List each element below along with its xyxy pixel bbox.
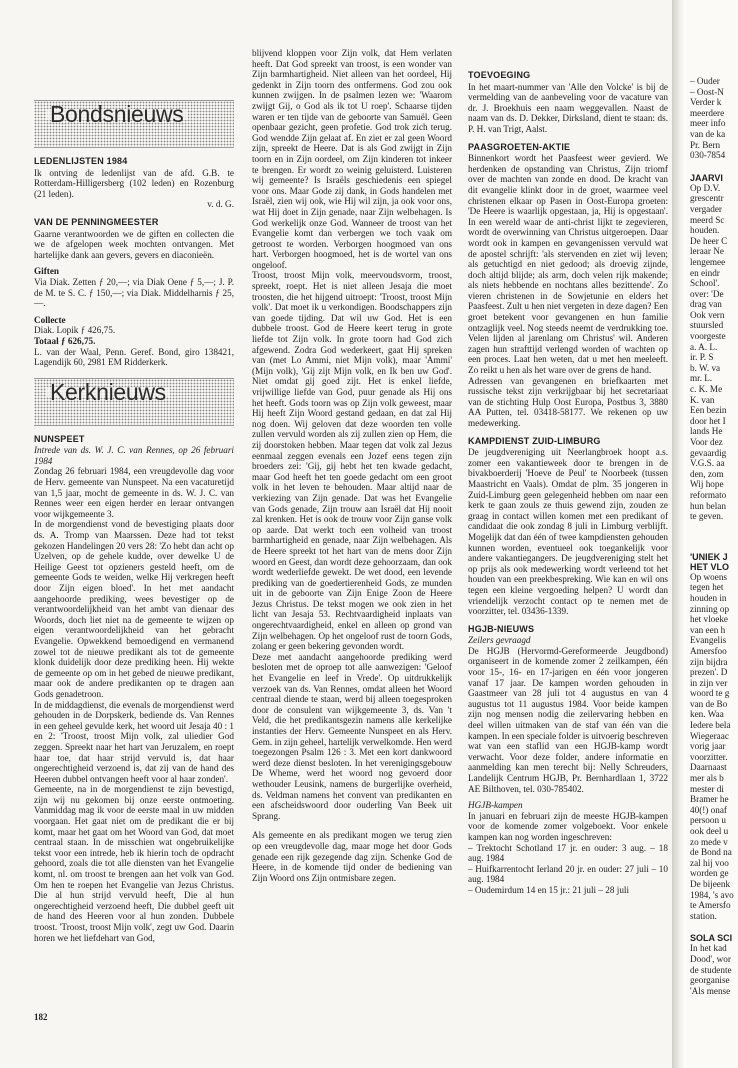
collecte-total: Totaal ƒ 626,75. [34, 335, 96, 346]
col2-paragraph-3: Deze met aandacht aangehoorde prediking werd besloten met de oproep tot alle aanwezigen: 'Geloof het Evangelie en leef in Vrede'. Op uitdrukkelijk verzoek van ds. Van Rennes, omdat alleen het Woord centraal diende te staan, werd bij alleen toegesproken door de consulent van wijkgemeente 3, ds. Van 't Veld, die het predikantsgezin namens alle kerkelijke instanties der Herv. Gemeente Nunspeet en als Herv. Gem. in zijn geheel, hartelijk verwelkomde. Hen werd toegezongen Psalm 126 : 3. Met een kort dankwoord werd deze dienst besloten. In het verenigingsgebouw De Wheme, werd het woord nog gevoerd door wethouder Leusink, namens de burgerlijke overheid, ds. Veldman namens het convent van predikanten en een afscheidswoord door ouderling Van Beek uit Sprang. [252, 651, 453, 821]
next-page-block-b [690, 183, 738, 522]
col2-paragraph-4: Als gemeente en als predikant mogen we terug zien op een vreugdevolle dag, maar moge het door Gods genade een rijk gezegende dag zijn. Schenke God de Heere, in de komende tijd onder de bediening van Zijn Woord ons Zijn ontmisbare zegen. [252, 830, 452, 883]
ledenlijsten-text: Ik ontving de ledenlijst van de afd. G.B. te Rotterdam-Hilligersberg (102 leden) en Rozenburg (21 leden). [34, 167, 234, 199]
penningmeester-text: Gaarne verantwoorden we de giften en collecten die we de afgelopen week mochten ontvangen. Met hartelijke dank aan gevers, gevers en diaconieën. [34, 228, 234, 260]
next-page-line: Daarnaast [690, 762, 727, 773]
next-page-line: b. W. va [690, 362, 721, 373]
collecte-line: Diak. Lopik ƒ 426,75. [34, 325, 116, 336]
next-page-line: te geven. [690, 511, 724, 522]
next-page-line: 030-7854 [690, 150, 726, 161]
col2-paragraph-2: Troost, troost Mijn volk, meervoudsvorm, troost, spreekt, roept. Het is niet alleen Jesaja die moet troosten, die het hijgend uitroept: 'Troost, troost Mijn volk'. Dat moet ik u verkondigen. Boodschappers zijn van goede tijding. Dat wil uw God. Het is een dubbele troost. God de Heere keert terug in grote liefde tot Zijn volk. In grote toorn had God zich afgewend. Zodra God wederkeert, gaat Hij spreken van (met Lo Ammi, niet Mijn volk), maar 'Ammi' (Mijn volk), 'Gij zijt Mijn volk, en Ik ben uw God'. Niet omdat gij goed zijt. Het is enkel liefde, vrijwillige liefde van God, puur genade als Hij ons het heeft. Gods toorn was op Zijn volk geweest, maar Hij heeft Zijn Woord gestand gedaan, en dat zal Hij nog doen. Wij geloven dat deze woorden ten volle zullen vervuld worden als zij zullen zien op Hem, die zij doorstoken hebben. Maar tegen dat volk zal Jezus eenmaal zeggen evenals een Jozef eens tegen zijn broeders zei: 'Gij, gij hebt het ten kwade gedacht, maar God heeft het ten goede gedacht om een groot volk in het leven te behouden. Maar altijd naar de verkiezing van Zijn genade. Dat was het Evangelie van Gods genade, Zijn trouw aan Israël dat Hij nooit zal krenken. Het is ook de trouw voor Zijn ganse volk op aarde. Dat werkt toch een volheid van troost barmhartigheid en genade, naar Zijn welbehagen. Als de Heere spreekt tot het hart van de mens door Zijn woord en Geest, dan wordt deze gehoorzaam, dan ook wordt wederliefde gewekt. De wet dood, een levende prediking van de goedertierenheid Gods, ze munden uit in de geboorte van Zijn Enige Zoon de Heere Jezus Christus. De tekst mogen we ook zien in het licht van Jesaja 53. Rechtvaardigheid inplaats van ongerechtvaardigheid, enkel en alleen op grond van Zijn welbehagen. Op het ongeloof rust de toorn Gods, zolang er geen bekering gevonden wordt. [252, 270, 452, 652]
next-page-line: Evangelis [690, 635, 727, 646]
next-page-line: zo mede v [690, 836, 728, 847]
next-page-line: In het kad [690, 943, 727, 954]
next-page-text [690, 76, 738, 996]
next-page-heading-sola: SOLA SCI [690, 933, 733, 944]
next-page-line: De heer C [690, 235, 728, 246]
next-page-line: zinning op [690, 603, 730, 614]
next-page-line: c. K. Me [690, 384, 723, 395]
next-page-line: zijn bijdra [690, 656, 728, 667]
next-page-line: Amersfoo [690, 645, 727, 656]
hgjb-item-1: – Trektocht Schotland 17 jr. en ouder: 3 aug. – 18 aug. 1984 [468, 842, 668, 864]
next-page-line: de studente [690, 964, 732, 975]
next-page-line: vorig jaar [690, 741, 726, 752]
next-page-line: station. [690, 910, 717, 921]
next-page-line: mester di [690, 783, 724, 794]
next-page-line: prezen'. D [690, 667, 728, 678]
bondsnieuws-title: Bondsnieuws [46, 109, 188, 120]
next-page-line: te Amersfo [690, 900, 731, 911]
column-3 [468, 70, 668, 896]
hgjb-item-2: – Huifkarrentocht Ierland 20 jr. en ouder: 27 juli – 10 aug. 1984 [468, 863, 668, 885]
next-page-line: Ook vern [690, 309, 725, 320]
next-page-line: Wiegeraac [690, 730, 729, 741]
next-page-line: a. A. L. [690, 341, 718, 352]
next-page-line: – Oost-N [690, 86, 724, 97]
next-page-line: – Ouder [690, 76, 720, 86]
next-page-fragment [686, 0, 738, 1068]
next-page-line: Dood', wor [690, 953, 731, 964]
next-page-line: stuursled [690, 320, 724, 331]
hgjb-text-1: De HGJB (Hervormd-Gereformeerde Jeugdbond) organiseert in de komende zomer 2 zeilkampen, één voor 15-, 16- en 17-jarigen en één voor jongeren vanaf 17 jaar. De kampen worden gehouden in Gaastmeer van 28 juli tot 4 augustus en van 4 augustus tot 11 augustus 1984. Voor beide kampen zijn nog mensen nodig die zeilervaring hebben en deel willen uitmaken van de staf van één van die kampen. In een speciale folder is uitvoerig beschreven wat van een staflid van een HGJB-kamp wordt verwacht. Voor deze folder, andere informatie en aanmelding kan men terecht bij: Nelly Schreuders, Landelijk Centrum HGJB, Pr. Bernhardlaan 1, 3722 AE Bilthoven, tel. 030-785402. [468, 645, 669, 794]
collecte-sign: L. van der Waal, Penn. Geref. Bond, giro 138421, Lagendijk 60, 2981 EM Ridderkerk. [34, 346, 234, 368]
next-page-line: gevaardig [690, 447, 727, 458]
page-gutter [672, 0, 686, 1068]
next-page-line: School'. [690, 278, 720, 289]
next-page-line: Op D.V. [690, 182, 721, 193]
next-page-line: georganise [690, 975, 730, 986]
penningmeester-heading: VAN DE PENNINGMEESTER [34, 216, 159, 227]
hgjb-subheading-1: Zeilers gevraagd [468, 635, 531, 646]
kerknieuws-title: Kerknieuws [46, 387, 170, 398]
next-page-line: leraar Ne [690, 246, 724, 257]
next-page-line: zal hij voo [690, 857, 729, 868]
next-page-line: mr. L. [690, 373, 713, 384]
nunspeet-paragraph-4: Gemeente, na in de morgendienst te zijn bevestigd, zijn wij nu gekomen bij onze eerste ontmoeting. Vanmiddag mag ik voor de eerste maal in uw midden voorgaan. Het gaat niet om de predikant die er bij komt, maar het gaat om het Woord van God, dat moet centraal staan. In de misschien wat ongebruikelijke tekst voor een intrede, heb ik hierin toch de opdracht gehoord, zoals die tot alle diensten van het Evangelie komt, nl. om troost te brengen aan het volk van God. Om hen te roepen het Evangelie van Jezus Christus. Die al hun strijd vervuld heeft, Die al hun ongerechtigheid verzoend heeft, Die dubbel geeft uit de hand des Heeren voor al hun zonden. Dubbele troost. 'Troost, troost Mijn volk', zegt uw God. Daarin horen we het liefdehart van God, [34, 784, 234, 943]
next-page-line: 1984, 's avo [690, 889, 734, 900]
nunspeet-paragraph-2: In de morgendienst vond de bevestiging plaats door ds. A. Tromp van Maarssen. Deze had tot tekst gekozen Handelingen 20 vers 28: 'Zo hebt dan acht op Uzelven, op de gehele kudde, over dewelke U de Heilige Geest tot opzieners gesteld heeft, om de gemeente Gods te weiden, welke Hij verkregen heeft door Zijn eigen bloed'. In het met aandacht aangehoorde prediking, wees bevestiger op de verantwoordelijkheid van het ambt van dienaar des Woords, doch liet niet na de gemeente te wijzen op eigen verantwoordelijkheid van het gebracht Evangelie. Opwekkend bemoedigend en vermanend zowel tot de nieuwe predikant als tot de gemeente klonk duidelijk door deze prediking heen. Hij wekte de gemeente op om in het gebed de nieuwe predikant, maar ook de andere predikanten op te dragen aan Gods genadetroon. [34, 519, 234, 699]
next-page-line: tegen het [690, 582, 724, 593]
next-page-line: drag van [690, 299, 722, 310]
next-page-block-c [690, 572, 738, 922]
next-page-line: V.G.S. aa [690, 458, 725, 469]
nunspeet-byline: Intrede van ds. W. J. C. van Rennes, op 26 februari 1984 [34, 445, 234, 466]
next-page-line: over: 'De [690, 288, 724, 299]
paasgroeten-paragraph-2: Adressen van gevangenen en briefkaarten met russische tekst zijn verkrijgbaar bij het secretariaat van de stichting Hulp Oost Europa, Postbus 3, 3880 AA Putten, tel. 03418-58177. We rekenen op uw medewerking. [468, 375, 668, 428]
next-page-line: Iedere bela [690, 720, 731, 731]
next-page-line: Pr. Bern [690, 139, 721, 150]
page-number: 182 [34, 1012, 48, 1022]
hgjb-text-2: In januari en februari zijn de meeste HGJB-kampen voor de komende zomer volgeboekt. Voor enkele kampen kan nog worden ingeschreven: [468, 810, 668, 842]
next-page-heading-jaarvergadering: JAARVI [690, 172, 723, 183]
col2-paragraph-1: blijvend kloppen voor Zijn volk, dat Hem verlaten heeft. Dat God spreekt van troost, is een wonder van Zijn barmhartigheid. Niet alleen van het oordeel, Hij gedenkt in Zijn toorn des ontfermens. God zou ook kunnen zwijgen. In de psalmen lezen we: 'Waarom zwijgt Gij, o God als ik tot U roep'. Schaarse tijden waren er ten tijde van de geboorte van Samuël. Geen openbaar gezicht, geen profetie. God trok zich terug. God wendde Zijn gelaat af. En ziet er zal geen Woord zijn, spreekt de Heere. Dat is als God zwijgt in Zijn toorn en in Zijn oordeel, om Zijn kinderen tot inkeer te brengen. Er wordt zo weinig geluisterd. Luisteren wij gemeente? Is Israëls geschiedenis een spiegel voor ons. Maar Gode zij dank, in Gods handelen met Israël, zien wij ook, wie Hij wil zijn, ja ook voor ons, wat Hij doet in Zijn genade, naar Zijn welbehagen. Is God werkelijk onze God. Wanneer de troost van het Evangelie komt dan verbergen we toch vaak om getroost te worden. Verborgen hoogmoed van ons hart. Verborgen hoogmoed, het is de wortel van ons ongeloof. [252, 48, 452, 270]
next-page-line: Een bezin [690, 405, 727, 416]
next-page-line: en eindr [690, 267, 720, 278]
next-page-line: het vloeke [690, 614, 729, 625]
next-page-block-a [690, 76, 738, 161]
hgjb-item-3: – Oudemirdum 14 en 15 jr.: 21 juli – 28 juli [468, 884, 630, 895]
next-page-line: persoon u [690, 815, 726, 826]
next-page-line: 'Als mense [690, 985, 731, 996]
next-page-line: ook deel u [690, 826, 729, 836]
next-page-line: worden ge [690, 868, 729, 879]
next-page-line: vergader [690, 203, 722, 214]
next-page-line: van de ka [690, 128, 726, 139]
next-page-heading-vloeken: HET VLO [690, 561, 730, 572]
next-page-line: Bramer he [690, 794, 729, 805]
paasgroeten-paragraph-1: Binnenkort wordt het Paasfeest weer gevierd. We herdenken de opstanding van Christus, Zijn triomf over de machten van zonde en dood. De kracht van dit evangelie klinkt door in de groet, waarmee veel christenen elkaar op Pasen in Oost-Europa groeten: 'De Heere is waarlijk opgestaan, ja, Hij is opgestaan'. In een wereld waar de anti-christ lijkt te zegevieren, wordt de overwinning van Christus uitgeroepen. Daar wordt ook in kampen en gevangenissen vervuld wat de apostel schrijft: 'als stervenden en ziet wij leven; als getuchtigd en niet gedood; als droevig zijnde, doch altijd blijde; als arm, doch velen rijk makende; als niets hebbende en nochtans alles bezittende'. Zo vieren christenen in de Sowjetunie en elders het Paasfeest. Zult u hen niet vergeten in deze dagen? Een groet betekent voor gevangenen en hun familie ontzaglijk veel. Nog steeds neemt de verdrukking toe. Velen lijden al jarenlang om Christus' wil. Anderen zagen hun strafttijd verlengd worden of wachten op een proces. Laat hen weten, dat u met hen meeleeft. Zo reikt u hen als het ware over de grens de hand. [468, 153, 668, 376]
next-page-line: voorzitter. [690, 751, 728, 762]
next-page-line: in zijn ver [690, 677, 728, 688]
nunspeet-heading: NUNSPEET [34, 433, 85, 444]
collecte-label: Collecte [34, 314, 66, 325]
next-page-line: de Bond na [690, 847, 732, 858]
next-page-line: Wij hope [690, 479, 724, 490]
ledenlijsten-heading: LEDENLIJSTEN 1984 [34, 156, 128, 166]
next-page-line: lands He [690, 426, 723, 437]
next-page-line: meerdere [690, 107, 725, 118]
next-page-line: door het I [690, 415, 726, 426]
next-page-line: reformato [690, 489, 727, 500]
paasgroeten-heading: PAASGROETEN-AKTIE [468, 141, 571, 152]
next-page-line: De bijeenk [690, 878, 731, 889]
giften-label: Giften [34, 266, 60, 277]
next-page-block-d [690, 943, 738, 996]
kampdienst-text: De jeugdvereniging uit Neerlangbroek hoopt a.s. zomer een vakantieweek door te brengen in de bivakboerderij 'Hoeve de Peul' te Noorbeek (tussen Maastricht en Vaals). Omdat de plm. 35 jongeren in Zuid-Limburg geen gelegenheid hebben om naar een kerk te gaan zouls ze thuis gewend zijn, zouden ze graag in contact willen komen met een predikant of candidaat die ook zondag 8 juli in Limburg verblijft. Mogelijk dat dan één of twee kampdiensten gehouden kunnen worden, eventueel ook toegankelijk voor andere vakantiegangers. De jeugdvereniging stelt het op prijs als ook medewerking wordt verleend tot het houden van een preekbespreking. Wie kan en wil ons tegen een kleine vergoeding helpen? U wordt dan vriendelijk verzocht contact op te nemen met de voorzitter, tel. 03436-1339. [468, 447, 668, 617]
next-page-line: ken. Waa [690, 709, 724, 720]
next-page-line: 40(!) onaf [690, 804, 727, 815]
kerknieuws-banner [34, 378, 234, 426]
next-page-line: ir. P. S [690, 352, 714, 363]
next-page-line: Verder k [690, 97, 722, 108]
next-page-heading-uniek: 'UNIEK J [690, 551, 728, 562]
next-page-line: van een h [690, 624, 726, 635]
hgjb-subheading-2: HGJB-kampen [468, 800, 523, 811]
ledenlijsten-signature: v. d. G. [207, 199, 234, 210]
next-page-line: meerd Sc [690, 214, 725, 225]
nunspeet-paragraph-3: In de middagdienst, die evenals de morgendienst werd gehouden in de Dorpskerk, bediende ds. Van Rennes in een geheel gevulde kerk, het woord uit Jesaja 40 : 1 en 2: 'Troost, troost Mijn volk, zal uliedier God zeggen. Spreekt naar het hart van Jeruzalem, en roept haar toe, dat haar strijd vervuld is, dat haar ongerechtigheid verzoend is, dat zij van de hand des Heeren dubbel ontvangen heeft voor al haar zonden'. [34, 699, 234, 784]
next-page-line: hun belan [690, 500, 726, 511]
next-page-line: Voor dez [690, 437, 723, 447]
column-1 [34, 100, 234, 943]
toevoeging-heading: TOEVOEGING [468, 70, 531, 80]
column-2 [252, 48, 452, 883]
kampdienst-heading: KAMPDIENST ZUID-LIMBURG [468, 435, 601, 446]
next-page-line: K. van [690, 394, 715, 405]
bondsnieuws-banner [34, 100, 234, 148]
next-page-line: Op woens [690, 571, 728, 582]
next-page-line: voorgeste [690, 331, 726, 342]
next-page-line: houden in [690, 592, 727, 603]
giften-text: Via Diak. Zetten ƒ 20,—; via Diak Oene ƒ 5,—; J. P. de M. te S. C. ƒ 150,—; via Diak. Middelharnis ƒ 25,—. [34, 276, 234, 309]
next-page-line: meer info [690, 118, 726, 129]
next-page-line: woord te g [690, 688, 730, 699]
hgjb-heading: HGJB-NIEUWS [468, 623, 535, 634]
next-page-line: den, zom [690, 468, 724, 479]
next-page-line: grescentr [690, 193, 724, 204]
next-page-line: van de Bo [690, 698, 728, 709]
next-page-line: houden. [690, 225, 720, 236]
toevoeging-text: In het maart-nummer van 'Alle den Volcke' is bij de vermelding van de aanbeveling voor de vacature van dr. J. Broekhuis een naam weggevallen. Naast de naam van ds. D. Dekker, Dirksland, dient te staan: ds. P. H. van Trigt, Aalst. [468, 81, 668, 134]
next-page-line: lengemee [690, 256, 726, 267]
nunspeet-paragraph-1: Zondag 26 februari 1984, een vreugdevolle dag voor de Herv. gemeente van Nunspeet. Na een vacaturetijd van 1,5 jaar, mocht de gemeente in ds. W. J. C. van Rennes weer een eigen herder en leraar ontvangen voor wijkgemeente 3. [34, 466, 234, 519]
next-page-line: mer als b [690, 773, 724, 784]
